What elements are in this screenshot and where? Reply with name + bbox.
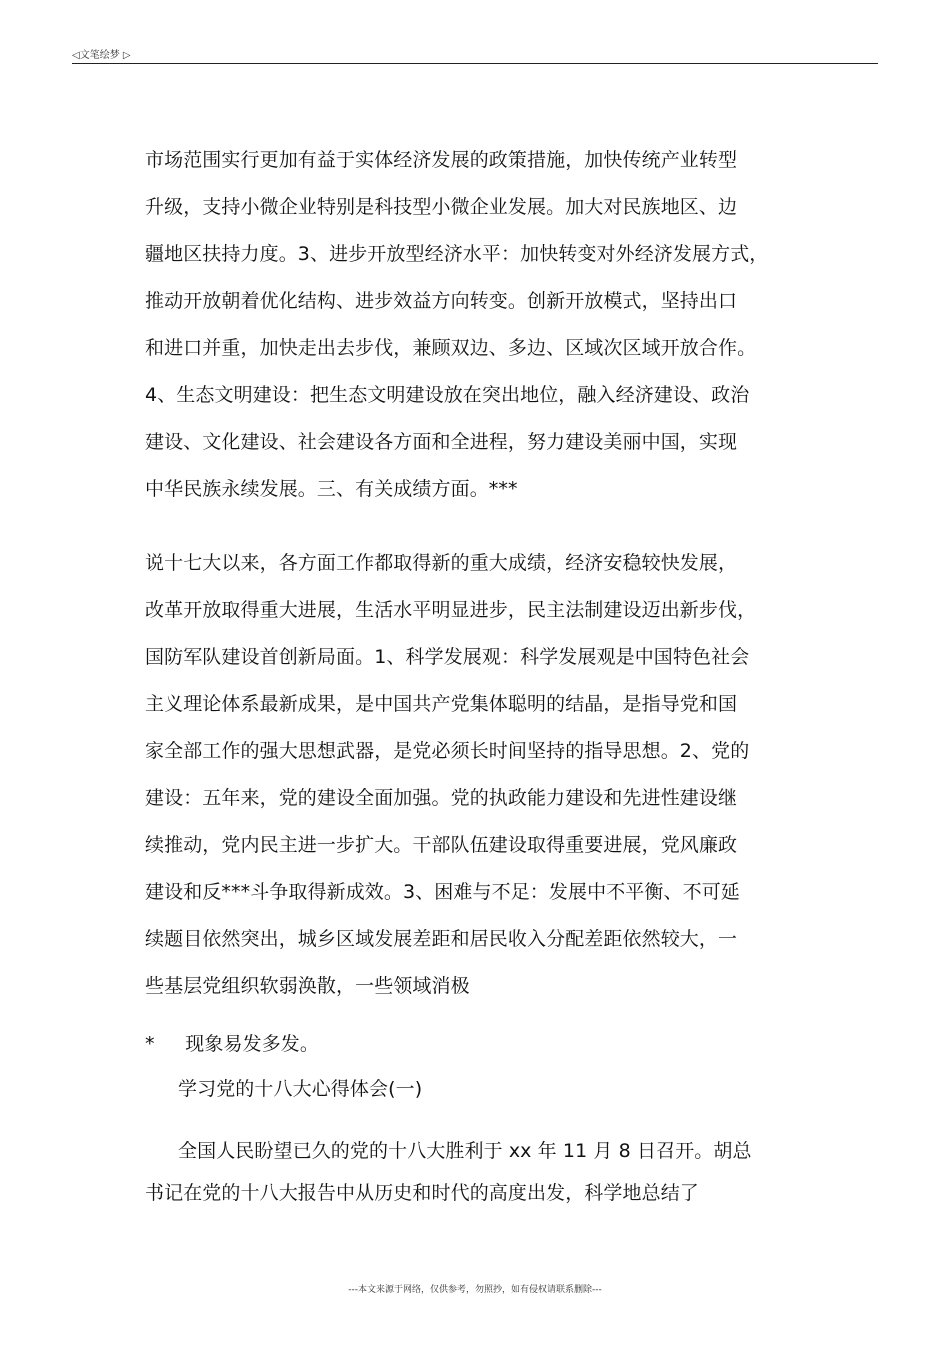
- body-line: 家全部工作的强大思想武器，是党必须长时间坚持的指导思想。2、党的: [145, 740, 750, 762]
- body-line: 全国人民盼望已久的党的十八大胜利于 xx 年 11 月 8 日召开。胡总: [178, 1140, 752, 1162]
- page-header: [72, 43, 878, 64]
- body-line: 续推动，党内民主进一步扩大。干部队伍建设取得重要进展，党风廉政: [145, 834, 738, 856]
- body-line: 4、生态文明建设：把生态文明建设放在突出地位，融入经济建设、政治: [145, 384, 750, 406]
- body-line: 主义理论体系最新成果，是中国共产党集体聪明的结晶，是指导党和国: [145, 693, 738, 715]
- page-footer: ---本文来源于网络，仅供参考，勿照抄，如有侵权请联系删除---: [348, 1285, 602, 1295]
- body-line: 推动开放朝着优化结构、进步效益方向转变。创新开放模式，坚持出口: [145, 290, 738, 312]
- body-line: 些基层党组织软弱涣散，一些领域消极: [145, 975, 470, 997]
- body-line: 中华民族永续发展。三、有关成绩方面。***: [145, 478, 518, 500]
- body-line: 建设和反***斗争取得新成效。3、困难与不足：发展中不平衡、不可延: [145, 881, 740, 903]
- body-line: 疆地区扶持力度。3、进步开放型经济水平：加快转变对外经济发展方式，: [145, 243, 769, 265]
- body-line: 续题目依然突出，城乡区域发展差距和居民收入分配差距依然较大，一: [145, 928, 738, 950]
- body-line: 国防军队建设首创新局面。1、科学发展观：科学发展观是中国特色社会: [145, 646, 750, 668]
- header-label: ◁文笔绘梦 ▷: [72, 50, 131, 61]
- body-line: 书记在党的十八大报告中从历史和时代的高度出发，科学地总结了: [145, 1182, 699, 1204]
- bullet-line: * 现象易发多发。: [145, 1033, 319, 1055]
- body-line: 改革开放取得重大进展，生活水平明显进步，民主法制建设迈出新步伐，: [145, 599, 757, 621]
- body-line: 和进口并重，加快走出去步伐，兼顾双边、多边、区域次区域开放合作。: [145, 337, 757, 359]
- body-line: 建设：五年来，党的建设全面加强。党的执政能力建设和先进性建设继: [145, 787, 738, 809]
- section-title: 学习党的十八大心得体会(一): [178, 1078, 423, 1100]
- body-line: 升级，支持小微企业特别是科技型小微企业发展。加大对民族地区、边: [145, 196, 738, 218]
- body-line: 市场范围实行更加有益于实体经济发展的政策措施，加快传统产业转型: [145, 149, 738, 171]
- body-line: 说十七大以来，各方面工作都取得新的重大成绩，经济安稳较快发展，: [145, 552, 738, 574]
- body-line: 建设、文化建设、社会建设各方面和全进程，努力建设美丽中国，实现: [145, 431, 738, 453]
